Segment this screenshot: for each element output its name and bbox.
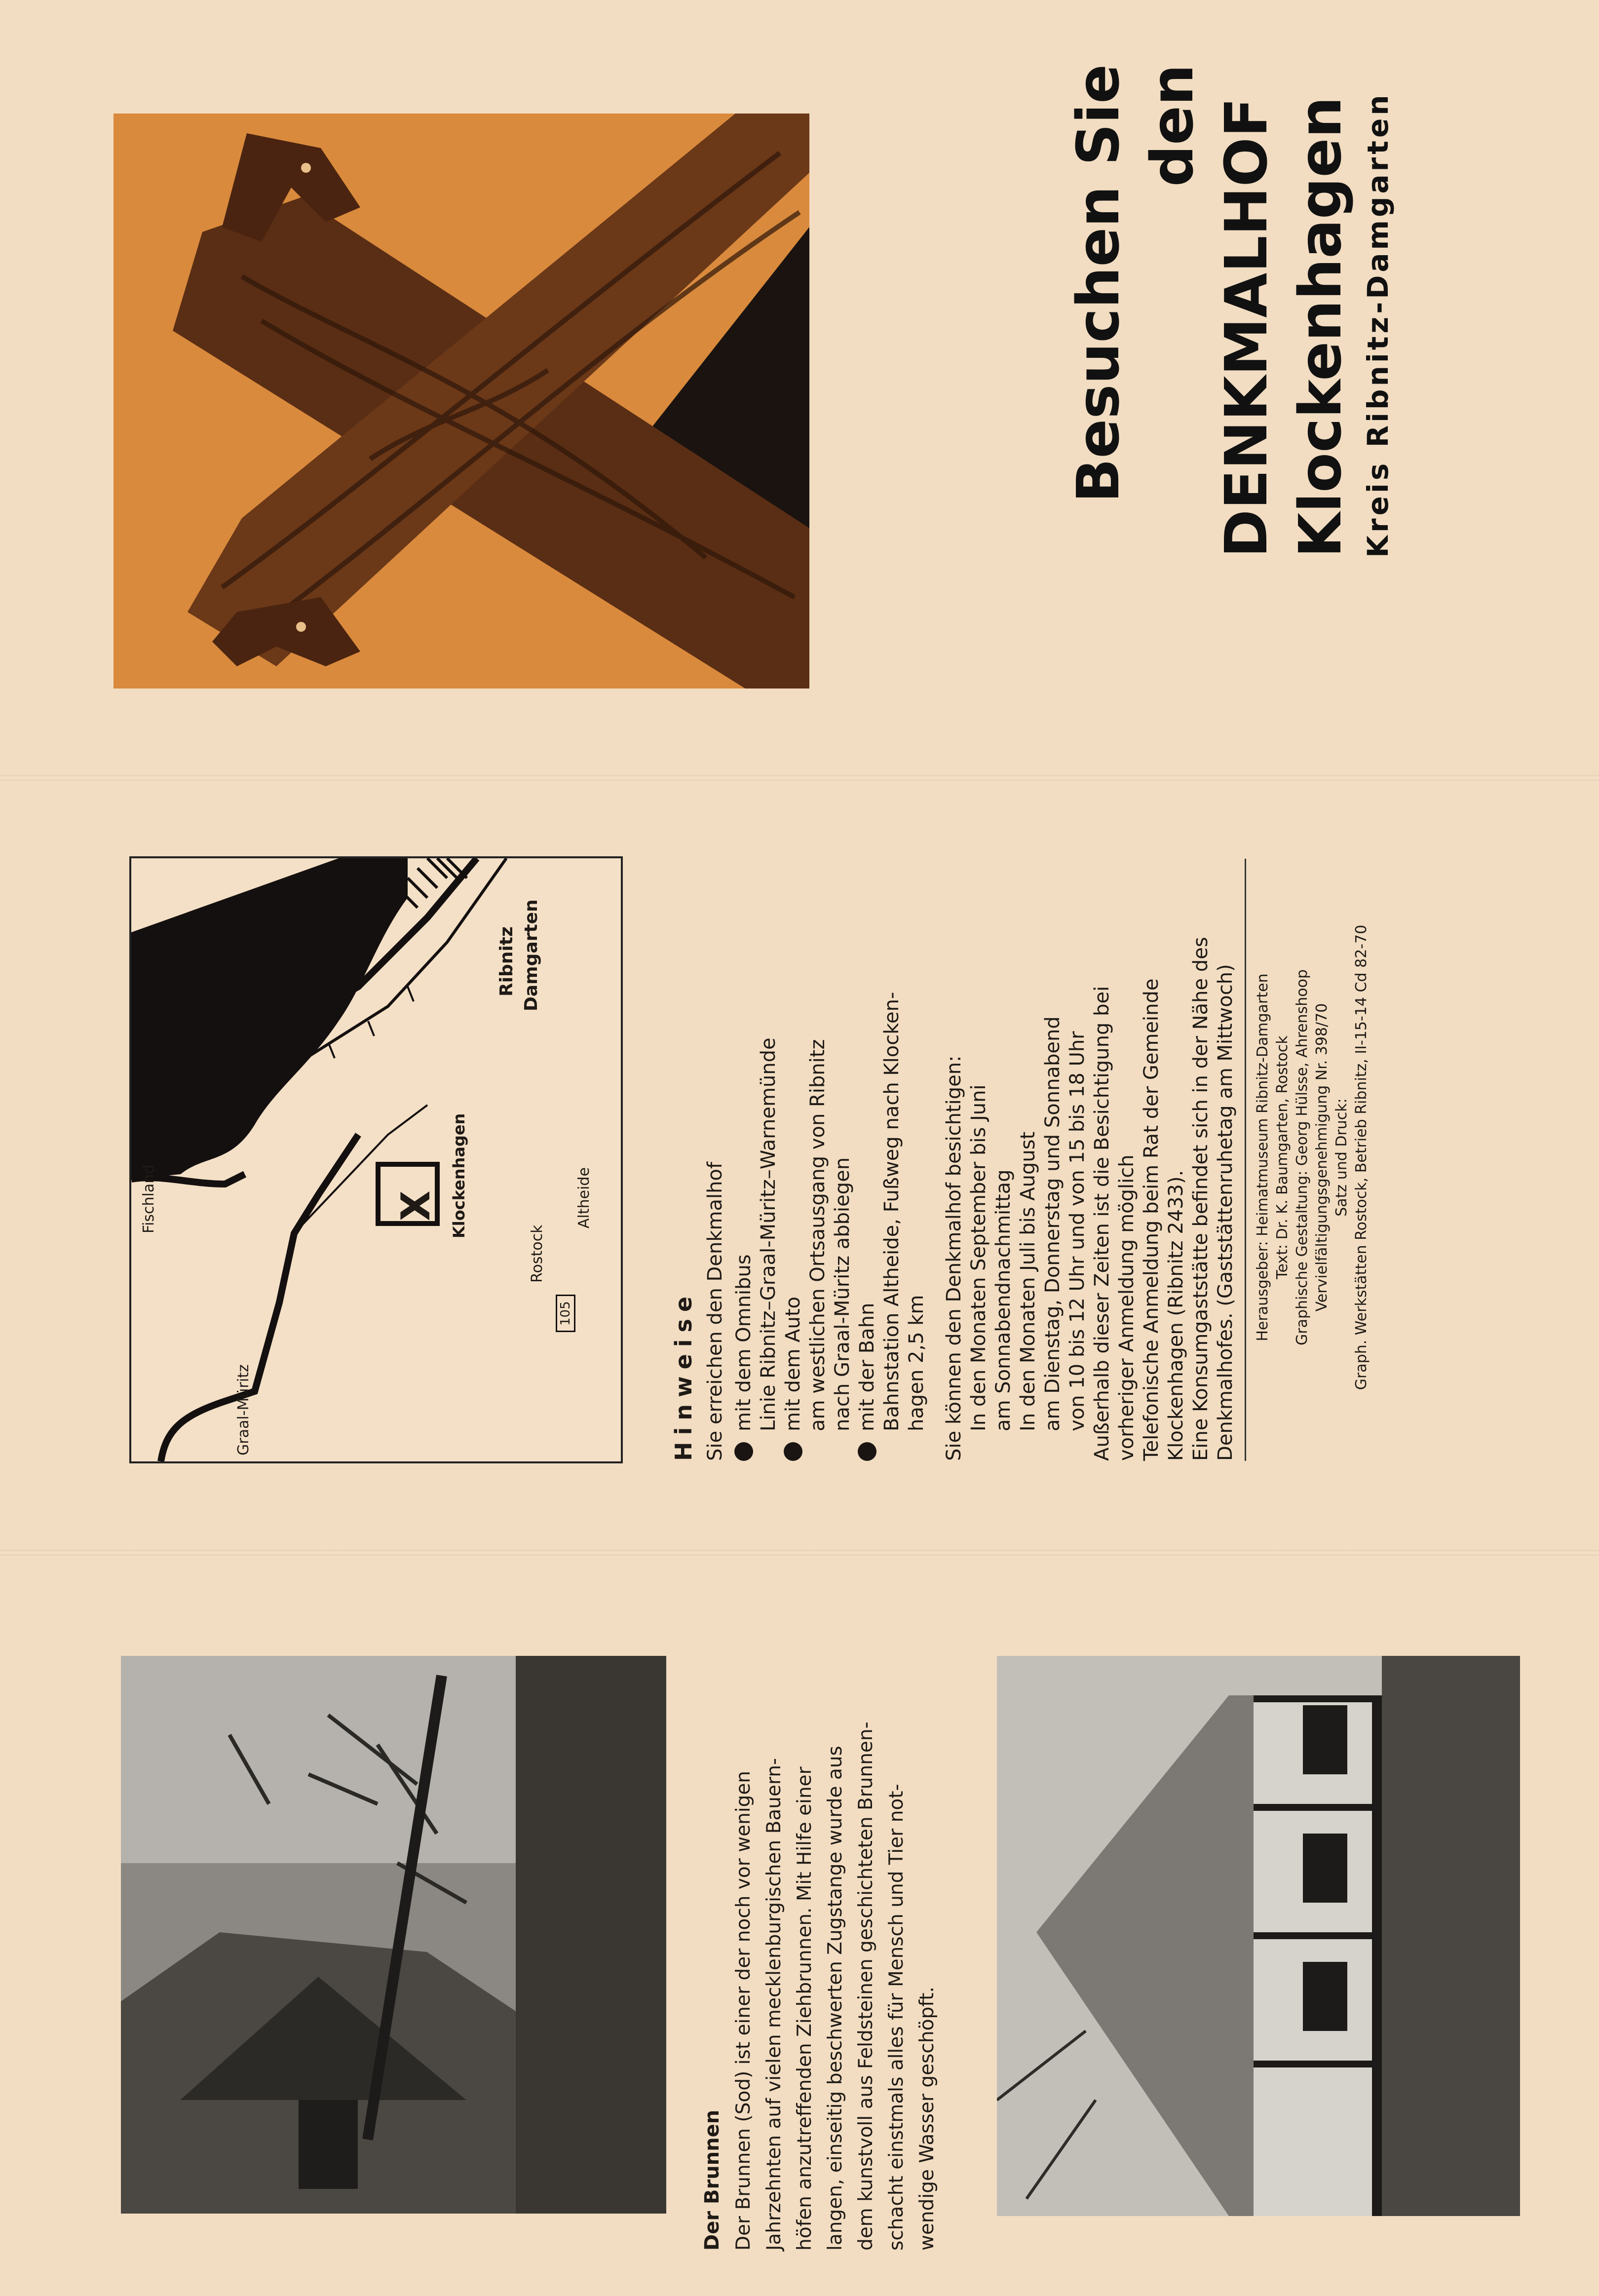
- extra-line: Denkmalhofes. (Gaststättenruhetag am Mittwoch): [1214, 964, 1237, 1461]
- brunnen-line: höfen anzutreffenden Ziehbrunnen. Mit Hilfe einer: [794, 1766, 816, 2251]
- carved-horse-head-gable-icon: [114, 114, 809, 689]
- photo-brunnen: [121, 1656, 666, 2214]
- credit-line: Graphische Gestaltung: Georg Hülsse, Ahrenshoop: [1294, 969, 1311, 1345]
- title-line-4: Klockenhagen: [1286, 96, 1354, 558]
- bullet-bahn: [855, 854, 929, 1461]
- brunnen-block: [701, 1658, 943, 2251]
- title-line-3: DENKMALHOF: [1212, 97, 1280, 558]
- visit-times: [966, 854, 1090, 1461]
- map-label-klockenhagen: Klockenhagen: [450, 1113, 468, 1238]
- brunnen-title: Der Brunnen: [701, 2109, 723, 2251]
- credits: [1253, 854, 1371, 1461]
- location-map: [129, 856, 623, 1463]
- visit-intro: Sie können den Denkmalhof besichtigen:: [943, 1055, 965, 1461]
- brunnen-line: Der Brunnen (Sod) ist einer der noch vor wenigen: [732, 1770, 755, 2251]
- visit-line: In den Monaten Juli bis August: [1017, 1131, 1039, 1431]
- map-town-damgarten: Damgarten: [521, 899, 541, 1011]
- visit-line: am Sonnabendnachmittag: [992, 1169, 1015, 1431]
- brunnen-text: [728, 1658, 943, 2251]
- map-label-fischland: Fischland: [140, 1164, 157, 1233]
- bullet-dot-icon: [784, 1442, 802, 1461]
- extra-line: Außerhalb dieser Zeiten ist die Besichtigung bei: [1091, 986, 1113, 1461]
- visit-line: am Dienstag, Donnerstag und Sonnabend: [1041, 1016, 1064, 1431]
- bullet-bahn-line1: mit der Bahn: [856, 1302, 878, 1431]
- brunnen-line: langen, einseitig beschwerten Zugstange wurde aus: [824, 1746, 846, 2251]
- well-photo-icon: [121, 1656, 666, 2214]
- hinweise-intro: Sie erreichen den Denkmalhof: [704, 1162, 726, 1461]
- map-drawing: [131, 858, 621, 1461]
- bullet-auto-line1: mit dem Auto: [782, 1296, 804, 1431]
- visit-line: In den Monaten September bis Juni: [967, 1084, 990, 1431]
- farmhouse-photo-icon: [997, 1656, 1520, 2216]
- bullet-dot-icon: [858, 1442, 876, 1461]
- brunnen-line: wendige Wasser geschöpft.: [916, 1987, 938, 2251]
- credit-line: Text: Dr. K. Baumgarten, Rostock: [1274, 1035, 1291, 1279]
- visit-line: von 10 bis 12 Uhr und von 15 bis 18 Uhr: [1066, 1031, 1089, 1431]
- photo-farmhouse: [997, 1656, 1520, 2216]
- map-label-graal-mueritz: Graal-Müritz: [235, 1364, 252, 1455]
- subtitle: Kreis Ribnitz-Damgarten: [1361, 92, 1395, 558]
- bullet-omnibus-line2: Linie Ribnitz–Graal-Müritz–Warnemünde: [757, 1037, 780, 1431]
- credit-line: Herausgeber: Heimatmuseum Ribnitz-Damgarten: [1254, 973, 1271, 1341]
- extra-line: Telefonische Anmeldung beim Rat der Gemeinde: [1140, 978, 1163, 1461]
- extra-info: [1090, 854, 1238, 1461]
- bullet-dot-icon: [734, 1442, 753, 1461]
- fold-line-bottom: [0, 1550, 1599, 1556]
- fold-line-top: [0, 775, 1599, 781]
- map-label-altheide: Altheide: [575, 1167, 593, 1228]
- map-road-number: 105: [556, 1295, 575, 1332]
- extra-line: vorheriger Anmeldung möglich: [1115, 1154, 1138, 1461]
- bullet-bahn-line3: hagen 2,5 km: [905, 1295, 928, 1431]
- hinweise-title: Hinweise: [670, 1289, 697, 1461]
- cover-illustration: [114, 114, 809, 689]
- extra-line: Eine Konsumgaststätte befindet sich in der Nähe des: [1189, 937, 1212, 1461]
- credit-line: Vervielfältigungsgenehmigung Nr. 398/70: [1313, 1003, 1331, 1312]
- hinweise-block: [671, 854, 1371, 1461]
- credit-line: Graph. Werkstätten Rostock, Betrieb Ribnitz, II-15-14 Cd 82-70: [1353, 924, 1370, 1390]
- bullet-auto: [781, 854, 855, 1461]
- brunnen-line: dem kunstvoll aus Feldsteinen geschichteten Brunnen-: [855, 1722, 877, 2251]
- brunnen-line: schacht einstmals alles für Mensch und Tier not-: [885, 1784, 908, 2251]
- title-line-2: den: [1138, 64, 1206, 187]
- title-line-1: Besuchen Sie: [1064, 64, 1132, 503]
- museum-symbol: X: [393, 1190, 439, 1221]
- bullet-omnibus-line1: mit dem Omnibus: [732, 1254, 755, 1431]
- extra-line: Klockenhagen (Ribnitz 2433).: [1165, 1170, 1187, 1461]
- bullet-bahn-line2: Bahnstation Altheide, Fußweg nach Klocken-: [880, 992, 903, 1431]
- brunnen-line: Jahrzehnten auf vielen mecklenburgischen Bauern-: [763, 1758, 785, 2251]
- bullet-omnibus: [731, 854, 781, 1461]
- bullet-auto-line2: am westlichen Ortsausgang von Ribnitz: [806, 1039, 829, 1431]
- credit-line: Satz und Druck:: [1333, 1098, 1350, 1217]
- map-label-rostock: Rostock: [529, 1225, 546, 1283]
- cover-title: [1061, 64, 1395, 558]
- bullet-auto-line3: nach Graal-Müritz abbiegen: [831, 1157, 854, 1431]
- divider: [1245, 859, 1246, 1461]
- map-town-ribnitz: Ribnitz: [496, 926, 517, 996]
